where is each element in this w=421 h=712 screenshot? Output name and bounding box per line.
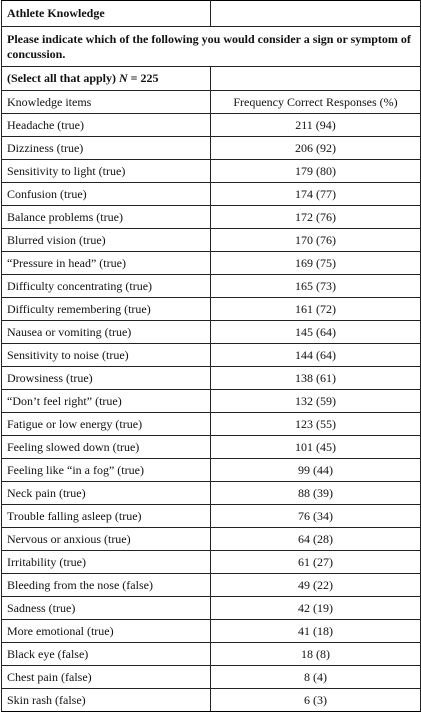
table-row [2, 689, 421, 712]
knowledge-item-cell: Feeling like “in a fog” (true) [2, 459, 211, 482]
frequency-cell: 76 (34) [211, 505, 421, 528]
frequency-cell: 6 (3) [211, 689, 421, 712]
frequency-cell: 41 (18) [211, 620, 421, 643]
knowledge-item-cell: “Don’t feel right” (true) [2, 390, 211, 413]
table-row [2, 620, 421, 643]
table-row [2, 436, 421, 459]
knowledge-table [1, 0, 421, 712]
table-row [2, 114, 421, 137]
knowledge-item-cell: Neck pain (true) [2, 482, 211, 505]
frequency-cell: 88 (39) [211, 482, 421, 505]
frequency-cell: 61 (27) [211, 551, 421, 574]
knowledge-item-cell: More emotional (true) [2, 620, 211, 643]
frequency-cell: 132 (59) [211, 390, 421, 413]
question-prompt: Please indicate which of the following you would consider a sign or symptom of concussion. [2, 27, 421, 67]
frequency-cell: 42 (19) [211, 597, 421, 620]
column-header-frequency: Frequency Correct Responses (%) [211, 91, 421, 114]
frequency-cell: 18 (8) [211, 643, 421, 666]
knowledge-item-cell: Difficulty concentrating (true) [2, 275, 211, 298]
table-row [2, 574, 421, 597]
table-row [2, 252, 421, 275]
table-title-empty-cell [211, 1, 421, 27]
frequency-cell: 49 (22) [211, 574, 421, 597]
knowledge-item-cell: Sadness (true) [2, 597, 211, 620]
knowledge-item-cell: Trouble falling asleep (true) [2, 505, 211, 528]
knowledge-item-cell: Headache (true) [2, 114, 211, 137]
table-row [2, 390, 421, 413]
frequency-cell: 64 (28) [211, 528, 421, 551]
n-value: = 225 [130, 71, 159, 85]
frequency-cell: 161 (72) [211, 298, 421, 321]
frequency-cell: 170 (76) [211, 229, 421, 252]
frequency-cell: 138 (61) [211, 367, 421, 390]
knowledge-item-cell: Nausea or vomiting (true) [2, 321, 211, 344]
frequency-cell: 144 (64) [211, 344, 421, 367]
column-header-row [2, 91, 421, 114]
select-instruction-row [2, 67, 421, 91]
column-header-items: Knowledge items [2, 91, 211, 114]
table-title-row [2, 1, 421, 27]
n-label: N [119, 71, 128, 85]
knowledge-item-cell: Blurred vision (true) [2, 229, 211, 252]
knowledge-item-cell: Fatigue or low energy (true) [2, 413, 211, 436]
table-row [2, 459, 421, 482]
question-prompt-row [2, 27, 421, 67]
table-row [2, 298, 421, 321]
table-row [2, 505, 421, 528]
select-label: (Select all that apply) [7, 71, 116, 85]
frequency-cell: 172 (76) [211, 206, 421, 229]
frequency-cell: 8 (4) [211, 666, 421, 689]
frequency-cell: 174 (77) [211, 183, 421, 206]
knowledge-item-cell: Skin rash (false) [2, 689, 211, 712]
frequency-cell: 179 (80) [211, 160, 421, 183]
table-row [2, 482, 421, 505]
table-row [2, 666, 421, 689]
knowledge-item-cell: Bleeding from the nose (false) [2, 574, 211, 597]
table-row [2, 344, 421, 367]
knowledge-item-cell: Nervous or anxious (true) [2, 528, 211, 551]
select-instruction [2, 67, 211, 91]
frequency-cell: 169 (75) [211, 252, 421, 275]
knowledge-item-cell: Black eye (false) [2, 643, 211, 666]
table-row [2, 137, 421, 160]
table-row [2, 321, 421, 344]
table-row [2, 183, 421, 206]
frequency-cell: 99 (44) [211, 459, 421, 482]
table-row [2, 528, 421, 551]
table-title: Athlete Knowledge [2, 1, 211, 27]
knowledge-item-cell: Sensitivity to light (true) [2, 160, 211, 183]
frequency-cell: 123 (55) [211, 413, 421, 436]
knowledge-item-cell: Drowsiness (true) [2, 367, 211, 390]
table-row [2, 160, 421, 183]
table-row [2, 206, 421, 229]
frequency-cell: 165 (73) [211, 275, 421, 298]
knowledge-item-cell: Dizziness (true) [2, 137, 211, 160]
knowledge-item-cell: “Pressure in head” (true) [2, 252, 211, 275]
knowledge-item-cell: Sensitivity to noise (true) [2, 344, 211, 367]
table-row [2, 413, 421, 436]
knowledge-item-cell: Chest pain (false) [2, 666, 211, 689]
table-row [2, 643, 421, 666]
knowledge-item-cell: Irritability (true) [2, 551, 211, 574]
frequency-cell: 211 (94) [211, 114, 421, 137]
table-row [2, 551, 421, 574]
table-row [2, 597, 421, 620]
frequency-cell: 145 (64) [211, 321, 421, 344]
table-row [2, 275, 421, 298]
knowledge-item-cell: Balance problems (true) [2, 206, 211, 229]
knowledge-item-cell: Difficulty remembering (true) [2, 298, 211, 321]
table-row [2, 229, 421, 252]
table-row [2, 367, 421, 390]
frequency-cell: 206 (92) [211, 137, 421, 160]
knowledge-item-cell: Feeling slowed down (true) [2, 436, 211, 459]
knowledge-item-cell: Confusion (true) [2, 183, 211, 206]
frequency-cell: 101 (45) [211, 436, 421, 459]
select-instruction-empty-cell [211, 67, 421, 91]
